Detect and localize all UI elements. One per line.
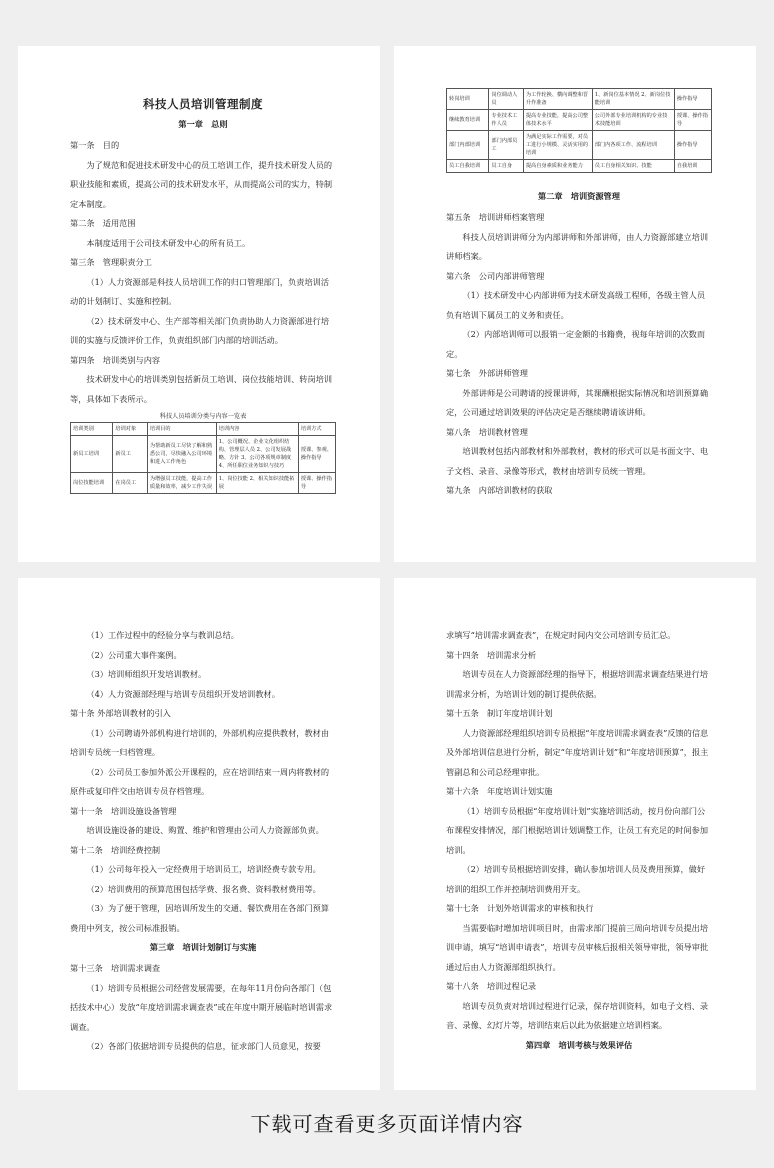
paragraph: （1）技术研发中心内部讲师为技术研发高级工程师，各级主管人员负有培训下属员工的义务和责任。	[446, 290, 706, 320]
article-heading: 第二条 适用范围	[70, 218, 136, 228]
table-cell: 1、岗位技能 2、相关知识技能拓展	[216, 473, 298, 494]
article-heading: 第十条 外部培训教材的引入	[70, 708, 171, 718]
article-heading: 第十三条 培训需求调查	[70, 963, 161, 973]
document-title: 科技人员培训管理制度	[143, 97, 263, 111]
paragraph: （1）培训专员根据公司经营发展需要，在每年11月份向各部门（包括技术中心）发放“年度培训需求调查表”或在年度中期开展临时培训需求调查。	[70, 982, 333, 1032]
table-cell: 公司外部专业培训机构的专业技术技能培训	[592, 110, 674, 131]
paragraph: 培训设施设备的建设、购置、维护和管理由公司人力资源部负责。	[86, 825, 324, 835]
article-heading: 第一条 目的	[70, 140, 120, 150]
table-cell: 为工作轮换、横向调整和晋升作准备	[523, 89, 592, 110]
training-category-table	[70, 422, 336, 494]
table-cell: 1、新岗位基本情况 2、新岗位技能培训	[592, 89, 674, 110]
paragraph: （2）公司重大事件案例。	[86, 649, 182, 660]
training-category-table-continued	[446, 88, 712, 173]
article-heading: 第七条 外部讲师管理	[446, 368, 528, 378]
article-heading: 第八条 培训教材管理	[446, 426, 528, 437]
page-body	[70, 626, 336, 938]
table-header-cell: 培训内容	[216, 423, 298, 436]
paragraph: 技术研发中心的培训类别包括新员工培训、岗位技能培训、转岗培训等，具体如下表所示。	[70, 374, 333, 404]
table-cell: 继续教育培训	[447, 110, 489, 131]
table-cell: 为满足实际工作需要，对员工进行小规模、灵活实用的培训	[523, 131, 592, 160]
table-cell: 新员工培训	[71, 436, 113, 473]
table-cell: 自我培训	[674, 160, 711, 173]
table-cell: 部门内部培训	[447, 131, 489, 160]
paragraph: （1）工作过程中的经验分享与教训总结。	[86, 630, 239, 640]
paragraph: 为了规范和促进技术研发中心的员工培训工作，提升技术研发人员的职业技能和素质，提高公司的技术研发水平，从而提高公司的实力，特制定本制度。	[70, 159, 333, 209]
paragraph: 培训专员在人力资源部经理的指导下，根据培训需求调查结果进行培训需求分析，为培训计划的制订提供依据。	[446, 669, 709, 699]
table-header-cell: 培训方式	[298, 423, 335, 436]
table-cell: 员工自身	[489, 160, 523, 173]
table-cell: 为增强员工技能，提高工作质量和效率，减少工作失误	[147, 473, 216, 494]
table-cell: 员工自身相关知识、技能	[592, 160, 674, 173]
chapter-heading: 第四章 培训考核与效果评估	[525, 1039, 633, 1050]
paragraph: 培训教材包括内部教材和外部教材，教材的形式可以是书面文字、电子文档、录音、录像等形式，教材由培训专员统一管理。	[446, 446, 709, 476]
chapter-heading: 第二章 培训资源管理	[538, 191, 620, 201]
document-page-4	[394, 578, 756, 1090]
table-cell: 部门内部员工	[489, 131, 523, 160]
table-row	[447, 131, 712, 160]
table-cell: 授课、参观、操作指导	[298, 436, 335, 473]
page-body-continued	[70, 959, 336, 1057]
table-cell: 部门内各项工作、流程培训	[592, 131, 674, 160]
table-cell: 操作指导	[674, 131, 711, 160]
paragraph: （2）内部培训师可以报销一定金额的书籍费，视每年培训的次数而定。	[446, 329, 706, 359]
table-row	[447, 160, 712, 173]
paragraph: 科技人员培训讲师分为内部讲师和外部讲师，由人力资源部建立培训讲师档案。	[446, 231, 709, 261]
paragraph: 当需要临时增加培训项目时，由需求部门提前三周向培训专员提出培训申请，填写“培训申请表”，培训专员审核后报相关领导审批，领导审批通过后由人力资源部组织执行。	[446, 922, 709, 972]
table-cell: 新员工	[113, 436, 147, 473]
table-caption: 科技人员培训分类与内容一览表	[159, 413, 247, 420]
table-cell: 提高专业技能，提高公司整体技术水平	[523, 110, 592, 131]
paragraph: （2）公司员工参加外派公开课程的，应在培训结束一周内将教材的原件或复印件交由培训专员存档管理。	[70, 766, 330, 796]
chapter-heading: 第三章 培训计划制订与实施	[149, 942, 257, 952]
table-cell: 提高自身素质和业务能力	[523, 160, 592, 173]
paragraph: （2）技术研发中心、生产部等相关部门负责协助人力资源部进行培训的实施与反馈评价工作，负责组织部门内部的培训活动。	[70, 315, 330, 345]
article-heading: 第十四条 培训需求分析	[446, 649, 537, 660]
paragraph: 培训专员负责对培训过程进行记录，保存培训资料，如电子文档、录音、录像、幻灯片等，培训结束后以此为依据建立培训档案。	[446, 1000, 709, 1030]
article-heading: 第十二条 培训经费控制	[70, 844, 161, 855]
article-heading: 第四条 培训类别与内容	[70, 354, 161, 365]
article-heading: 第十七条 计划外培训需求的审核和执行	[446, 903, 594, 913]
page-body	[446, 626, 712, 1036]
paragraph: 本制度适用于公司技术研发中心的所有员工。	[86, 237, 251, 248]
paragraph: （2）各部门依据培训专员提供的信息，征求部门人员意见，按要	[86, 1041, 321, 1051]
article-heading: 第十一条 培训设施设备管理	[70, 805, 177, 816]
table-row	[71, 436, 336, 473]
article-heading: 第十六条 年度培训计划实施	[446, 786, 553, 796]
table-cell: 岗位调动人员	[489, 89, 523, 110]
table-cell: 员工自我培训	[447, 160, 489, 173]
article-heading: 第三条 管理职责分工	[70, 257, 152, 267]
table-row	[447, 89, 712, 110]
paragraph: （3）培训师组织开发培训教材。	[86, 669, 207, 679]
paragraph: （2）培训专员根据培训安排，确认参加培训人员及费用预算，做好培训的组织工作并控制培训费用开支。	[446, 864, 706, 894]
table-row	[447, 110, 712, 131]
table-cell: 在岗员工	[113, 473, 147, 494]
table-cell: 1、公司概况、企业文化组织结构、管理层人员 2、公司发展战略、方针 3、公司各项规章制度 4、所任职位业务知识与技巧	[216, 436, 298, 473]
paragraph: 外部讲师是公司聘请的授课讲师，其课酬根据实际情况和培训预算确定，公司通过培训效果的评估决定是否继续聘请该讲师。	[446, 387, 709, 417]
paragraph: （4）人力资源部经理与培训专员组织开发培训教材。	[86, 688, 280, 699]
paragraph: 求填写“培训需求调查表”，在规定时间内交公司培训专员汇总。	[446, 630, 676, 640]
article-heading: 第五条 培训讲师档案管理	[446, 212, 545, 222]
page-body	[446, 208, 712, 501]
document-page-1	[18, 46, 380, 562]
paragraph: 人力资源部经理组织培训专员根据“年度培训需求调查表”反馈的信息及外部培训信息进行分析，制定“年度培训计划”和“年度培训预算”，报主管副总和公司总经理审批。	[446, 727, 709, 777]
paragraph: （1）公司聘请外部机构进行培训的，外部机构应提供教材，教材由培训专员统一归档管理。	[70, 727, 330, 757]
document-page-3	[18, 578, 380, 1090]
table-row	[71, 473, 336, 494]
table-header-cell: 培训目的	[147, 423, 216, 436]
article-heading: 第十五条 制订年度培训计划	[446, 708, 553, 718]
table-cell: 授课、操作指导	[674, 110, 711, 131]
table-header-row	[71, 423, 336, 436]
table-header-cell: 培训类别	[71, 423, 113, 436]
paragraph: （1）培训专员根据“年度培训计划”实施培训活动，按月份向部门公布课程安排情况，部门根据培训计划调整工作，让员工有充足的时间参加培训。	[446, 805, 709, 855]
paragraph: （3）为了便于管理，因培训所发生的交通、餐饮费用在各部门预算费用中列支，按公司标准报销。	[70, 903, 330, 933]
paragraph: （1）人力资源部是科技人员培训工作的归口管理部门，负责培训活动的计划制订、实施和控制。	[70, 276, 330, 306]
table-header-cell: 培训对象	[113, 423, 147, 436]
table-cell: 专业技术工作人员	[489, 110, 523, 131]
paragraph: （2）培训费用的预算范围包括学费、报名费、资料教材费用等。	[86, 883, 321, 894]
table-cell: 授课、操作指导	[298, 473, 335, 494]
article-heading: 第六条 公司内部讲师管理	[446, 270, 545, 281]
table-cell: 岗位技能培训	[71, 473, 113, 494]
page-body	[70, 136, 336, 409]
article-heading: 第十八条 培训过程记录	[446, 981, 537, 991]
article-heading: 第九条 内部培训教材的获取	[446, 485, 553, 495]
document-page-2	[394, 46, 756, 562]
chapter-heading: 第一章 总则	[178, 119, 228, 129]
download-more-prompt[interactable]: 下载可查看更多页面详情内容	[250, 1112, 524, 1136]
table-cell: 操作指导	[674, 89, 711, 110]
table-cell: 转岗培训	[447, 89, 489, 110]
table-cell: 为帮助新员工尽快了解和熟悉公司，尽快融入公司环境和进入工作角色	[147, 436, 216, 473]
paragraph: （1）公司每年投入一定经费用于培训员工，培训经费专款专用。	[86, 864, 321, 874]
